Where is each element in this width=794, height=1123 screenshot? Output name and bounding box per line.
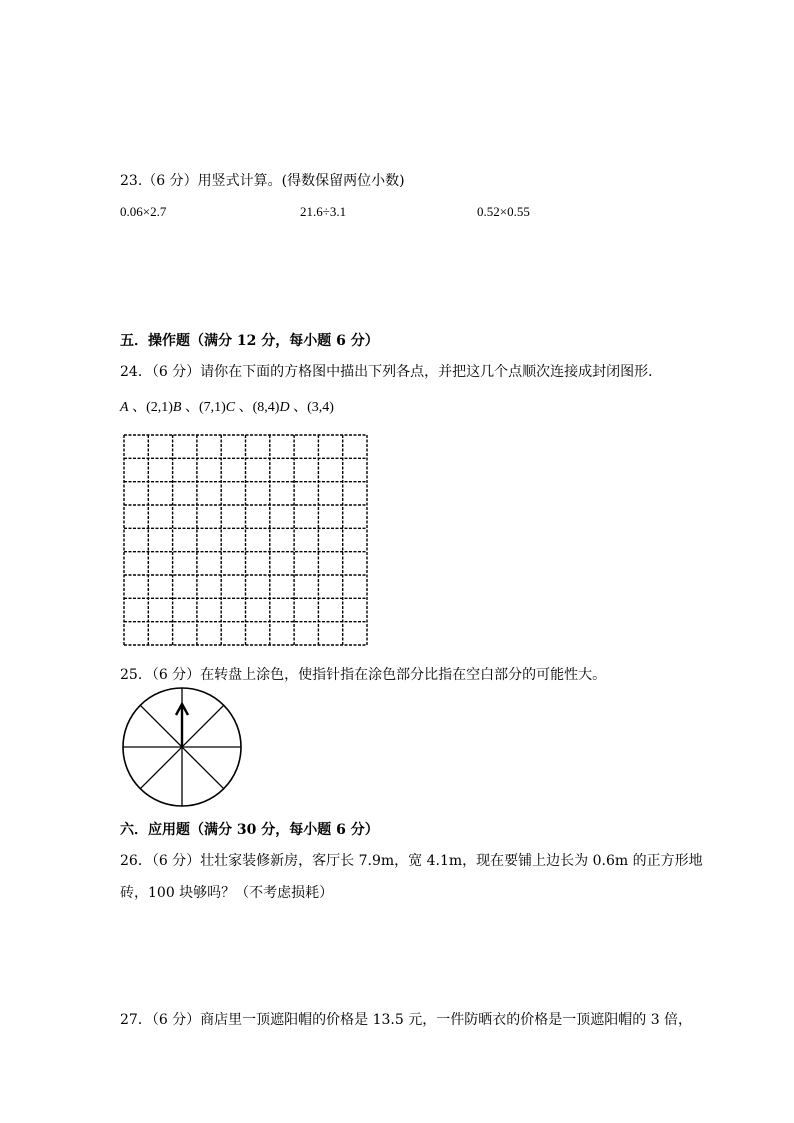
point-d-coord: (3,4) [307,400,334,415]
point-c-coord: (8,4) [252,400,280,415]
question-27-line-1: 27．（6 分）商店里一顶遮阳帽的价格是 13.5 元，一件防晒衣的价格是一顶遮阳帽的 3 倍， [120,1012,693,1028]
point-d-label: D [279,400,290,415]
coordinate-grid [122,433,370,648]
question-25-text: 25．（6 分）在转盘上涂色，使指针指在涂色部分比指在空白部分的可能性大。 [120,667,607,683]
point-a-label: A [120,400,129,415]
expression-1: 0.06×2.7 [120,204,167,219]
spinner-wheel [121,686,245,810]
point-b-label: B [172,400,182,415]
question-26-line-2: 砖，100 块够吗？（不考虑损耗） [120,885,334,901]
point-c-label: C [225,400,236,415]
expression-2: 21.6÷3.1 [300,204,347,219]
section-6-heading: 六．应用题（满分 30 分，每小题 6 分） [120,822,379,838]
expression-3: 0.52×0.55 [477,204,530,219]
point-a-coord: (2,1) [146,400,173,415]
question-23-text: 23.（6 分）用竖式计算。(得数保留两位小数) [120,173,405,189]
question-24-text: 24．（6 分）请你在下面的方格图中描出下列各点，并把这几个点顺次连接成封闭图形． [120,364,663,380]
question-26-line-1: 26．（6 分）壮壮家装修新房，客厅长 7.9m，宽 4.1m，现在要铺上边长为 0.6m 的正方形地 [120,853,703,869]
point-b-coord: (7,1) [198,400,226,415]
section-5-heading: 五．操作题（满分 12 分，每小题 6 分） [120,333,379,349]
points-list: A 、(2,1)B 、(7,1)C 、(8,4)D 、(3,4) [120,400,334,415]
